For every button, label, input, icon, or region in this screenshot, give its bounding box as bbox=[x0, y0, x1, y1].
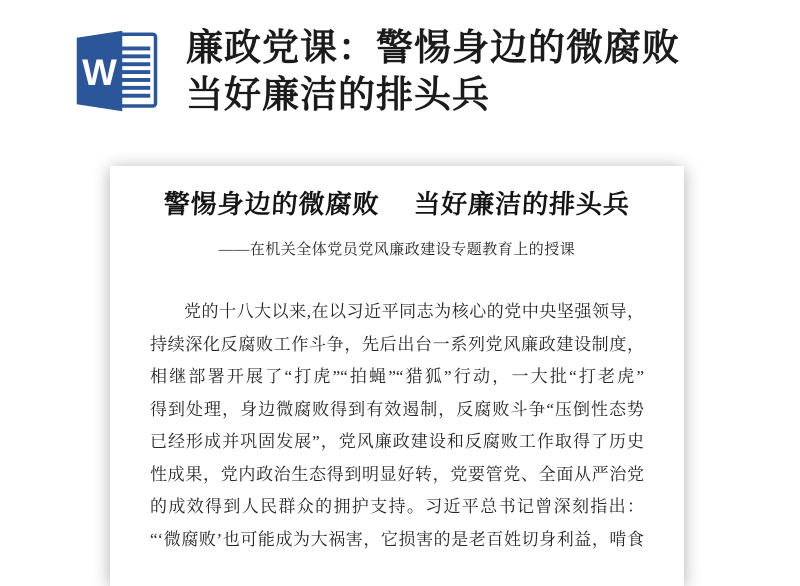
body-line: 得到处理，身边微腐败得到有效遏制，反腐败斗争“压倒性态势 bbox=[150, 399, 644, 419]
body-line: “‘微腐败’也可能成为大祸害，它损害的是老百姓切身利益，啃食 bbox=[150, 529, 644, 549]
page-title-line2: 当好廉洁的排头兵 bbox=[186, 74, 490, 115]
document-page bbox=[110, 166, 684, 586]
document-subtitle: ——在机关全体党员党风廉政建设专题教育上的授课 bbox=[218, 242, 576, 258]
page-title bbox=[186, 24, 766, 118]
body-line: 的成效得到人民群众的拥护支持。习近平总书记曾深刻指出： bbox=[150, 497, 644, 516]
body-line: 相继部署开展了“打虎”“拍蝇”“猎狐”行动，一大批“打老虎” bbox=[150, 367, 644, 386]
body-line: 已经形成并巩固发展”，党风廉政建设和反腐败工作取得了历史 bbox=[150, 432, 644, 451]
word-file-icon bbox=[73, 29, 161, 113]
body-line: 性成果，党内政治生态得到明显好转，党要管党、全面从严治党 bbox=[150, 464, 644, 484]
page-header bbox=[0, 0, 800, 140]
body-line: 党的十八大以来,在以习近平同志为核心的党中央坚强领导， bbox=[184, 302, 644, 321]
body-line: 持续深化反腐败工作斗争，先后出台一系列党风廉政建设制度， bbox=[150, 334, 644, 354]
document-page-content bbox=[110, 166, 684, 556]
page-title-line1: 廉政党课：警惕身边的微腐败 bbox=[186, 27, 680, 68]
word-icon-letter: W bbox=[82, 52, 117, 93]
document-body bbox=[150, 296, 644, 556]
document-title: 警惕身边的微腐败 当好廉洁的排头兵 bbox=[162, 190, 631, 219]
